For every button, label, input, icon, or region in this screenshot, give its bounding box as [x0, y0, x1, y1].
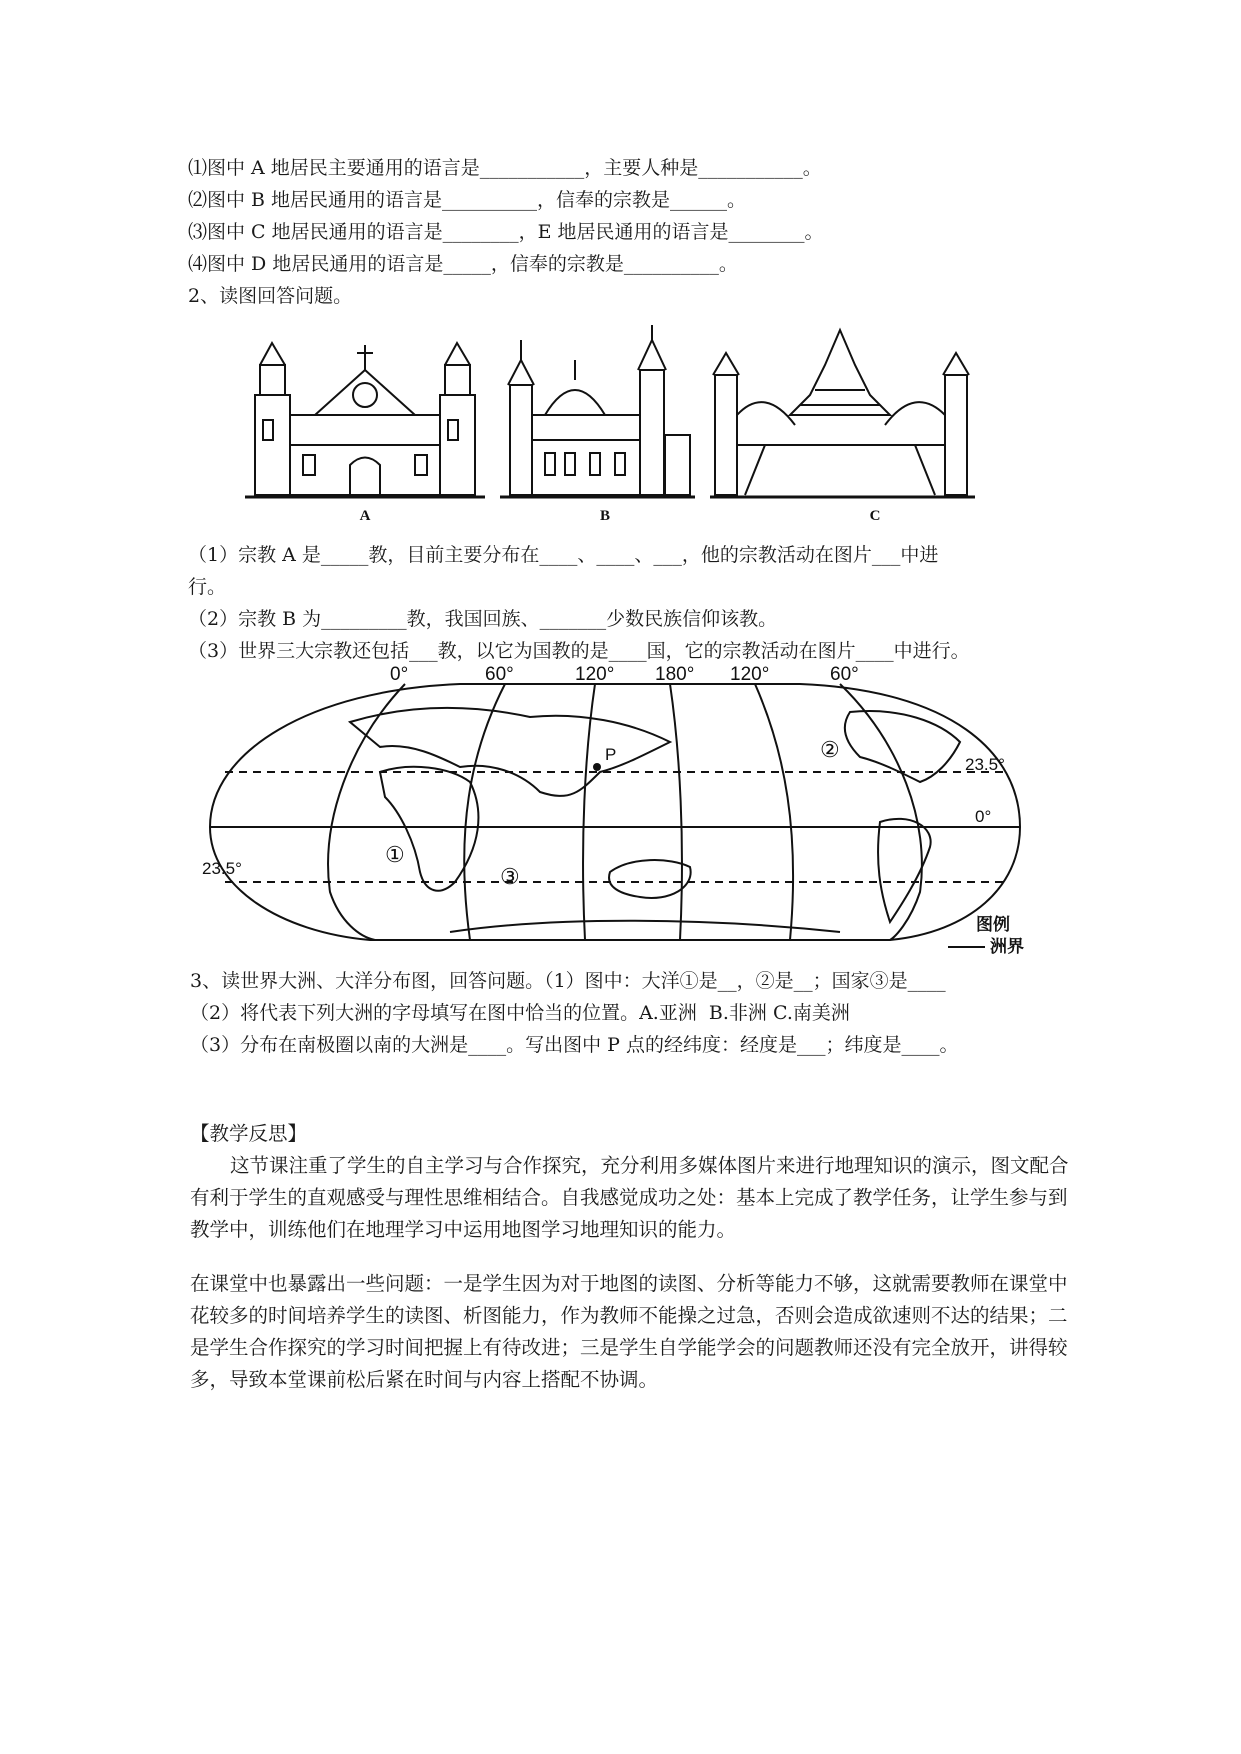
antarctica-outline [450, 921, 840, 932]
meridian-60w [840, 684, 922, 940]
point-p-marker [593, 763, 601, 771]
lon-label-60w: 60° [830, 664, 859, 685]
world-map-figure [200, 662, 1050, 962]
q3-line-2: （2）将代表下列大洲的字母填写在图中恰当的位置。A.亚洲 B.非洲 C.南美洲 [190, 1002, 850, 1024]
tropic-north-label: 23.5° [965, 755, 1005, 774]
tropic-south-label: 23.5° [202, 859, 242, 878]
legend-label: 洲界 [990, 937, 1024, 956]
lon-label-60: 60° [485, 664, 514, 685]
religious-buildings-figure [245, 325, 1025, 530]
q2-heading: 2、读图回答问题。 [188, 285, 353, 307]
meridian-0 [328, 684, 405, 940]
mosque-illustration [500, 325, 695, 497]
lon-label-180: 180° [655, 664, 695, 685]
meridian-60 [464, 684, 505, 940]
point-p-label: P [605, 745, 617, 764]
meridian-120 [583, 684, 595, 940]
q1-line-2: ⑵图中 B 地居民通用的语言是__________，信奉的宗教是______。 [188, 189, 747, 211]
q2-line-2: 行。 [188, 576, 227, 598]
lon-label-120: 120° [575, 664, 615, 685]
lon-label-0: 0° [390, 664, 409, 685]
ocean-marker-1: ① [385, 842, 405, 867]
q1-line-4: ⑷图中 D 地居民通用的语言是_____，信奉的宗教是__________。 [188, 253, 738, 275]
eurasia-outline [350, 708, 670, 796]
q1-line-3: ⑶图中 C 地居民通用的语言是________，E 地居民通用的语言是________。 [188, 221, 824, 243]
q3-line-1: 3、读世界大洲、大洋分布图，回答问题。（1）图中：大洋①是__，②是__；国家③是____ [190, 970, 946, 992]
q3-line-3: （3）分布在南极圈以南的大洲是____。写出图中 P 点的经纬度：经度是___；纬度是____。 [190, 1034, 959, 1056]
q2-line-4: （3）世界三大宗教还包括___教，以它为国教的是____国，它的宗教活动在图片____中进行。 [188, 640, 970, 662]
lon-label-120w: 120° [730, 664, 770, 685]
figure-label-c: C [869, 508, 881, 524]
equator-label: 0° [975, 807, 992, 826]
meridian-180 [670, 684, 682, 940]
reflection-paragraph-1: 这节课注重了学生的自主学习与合作探究，充分利用多媒体图片来进行地理知识的演示，图文配合有利于学生的直观感受与理性思维相结合。自我感觉成功之处：基本上完成了教学任务，让学生参与到教学中，训练他们在地理学习中运用地图学习地理知识的能力。 [190, 1154, 1069, 1241]
legend-title: 图例 [976, 915, 1010, 934]
q2-line-3: （2）宗教 B 为_________教，我国回族、_______少数民族信仰该教。 [188, 608, 778, 630]
reflection-title: 【教学反思】 [190, 1122, 308, 1145]
q1-line-1: ⑴图中 A 地居民主要通用的语言是___________，主要人种是___________。 [188, 157, 822, 179]
reflection-section [190, 1118, 1070, 1396]
ocean-marker-2: ② [820, 737, 840, 762]
australia-outline [609, 860, 691, 898]
temple-illustration [710, 330, 975, 497]
q2-line-1: （1）宗教 A 是_____教，目前主要分布在____、____、___，他的宗教活动在图片___中进 [188, 544, 939, 566]
figure-label-b: B [599, 508, 611, 524]
church-illustration [245, 343, 485, 497]
meridian-120w [755, 684, 793, 940]
reflection-paragraph-2: 在课堂中也暴露出一些问题：一是学生因为对于地图的读图、分析等能力不够，这就需要教师在课堂中花较多的时间培养学生的读图、析图能力，作为教师不能操之过急，否则会造成欲速则不达的结果；二是学生合作探究的学习时间把握上有待改进；三是学生自学能学会的问题教师还没有完全放开，讲得较多，导致本堂课前松后紧在时间与内容上搭配不协调。 [190, 1272, 1068, 1391]
figure-label-a: A [359, 508, 371, 524]
country-marker-3: ③ [500, 864, 520, 889]
